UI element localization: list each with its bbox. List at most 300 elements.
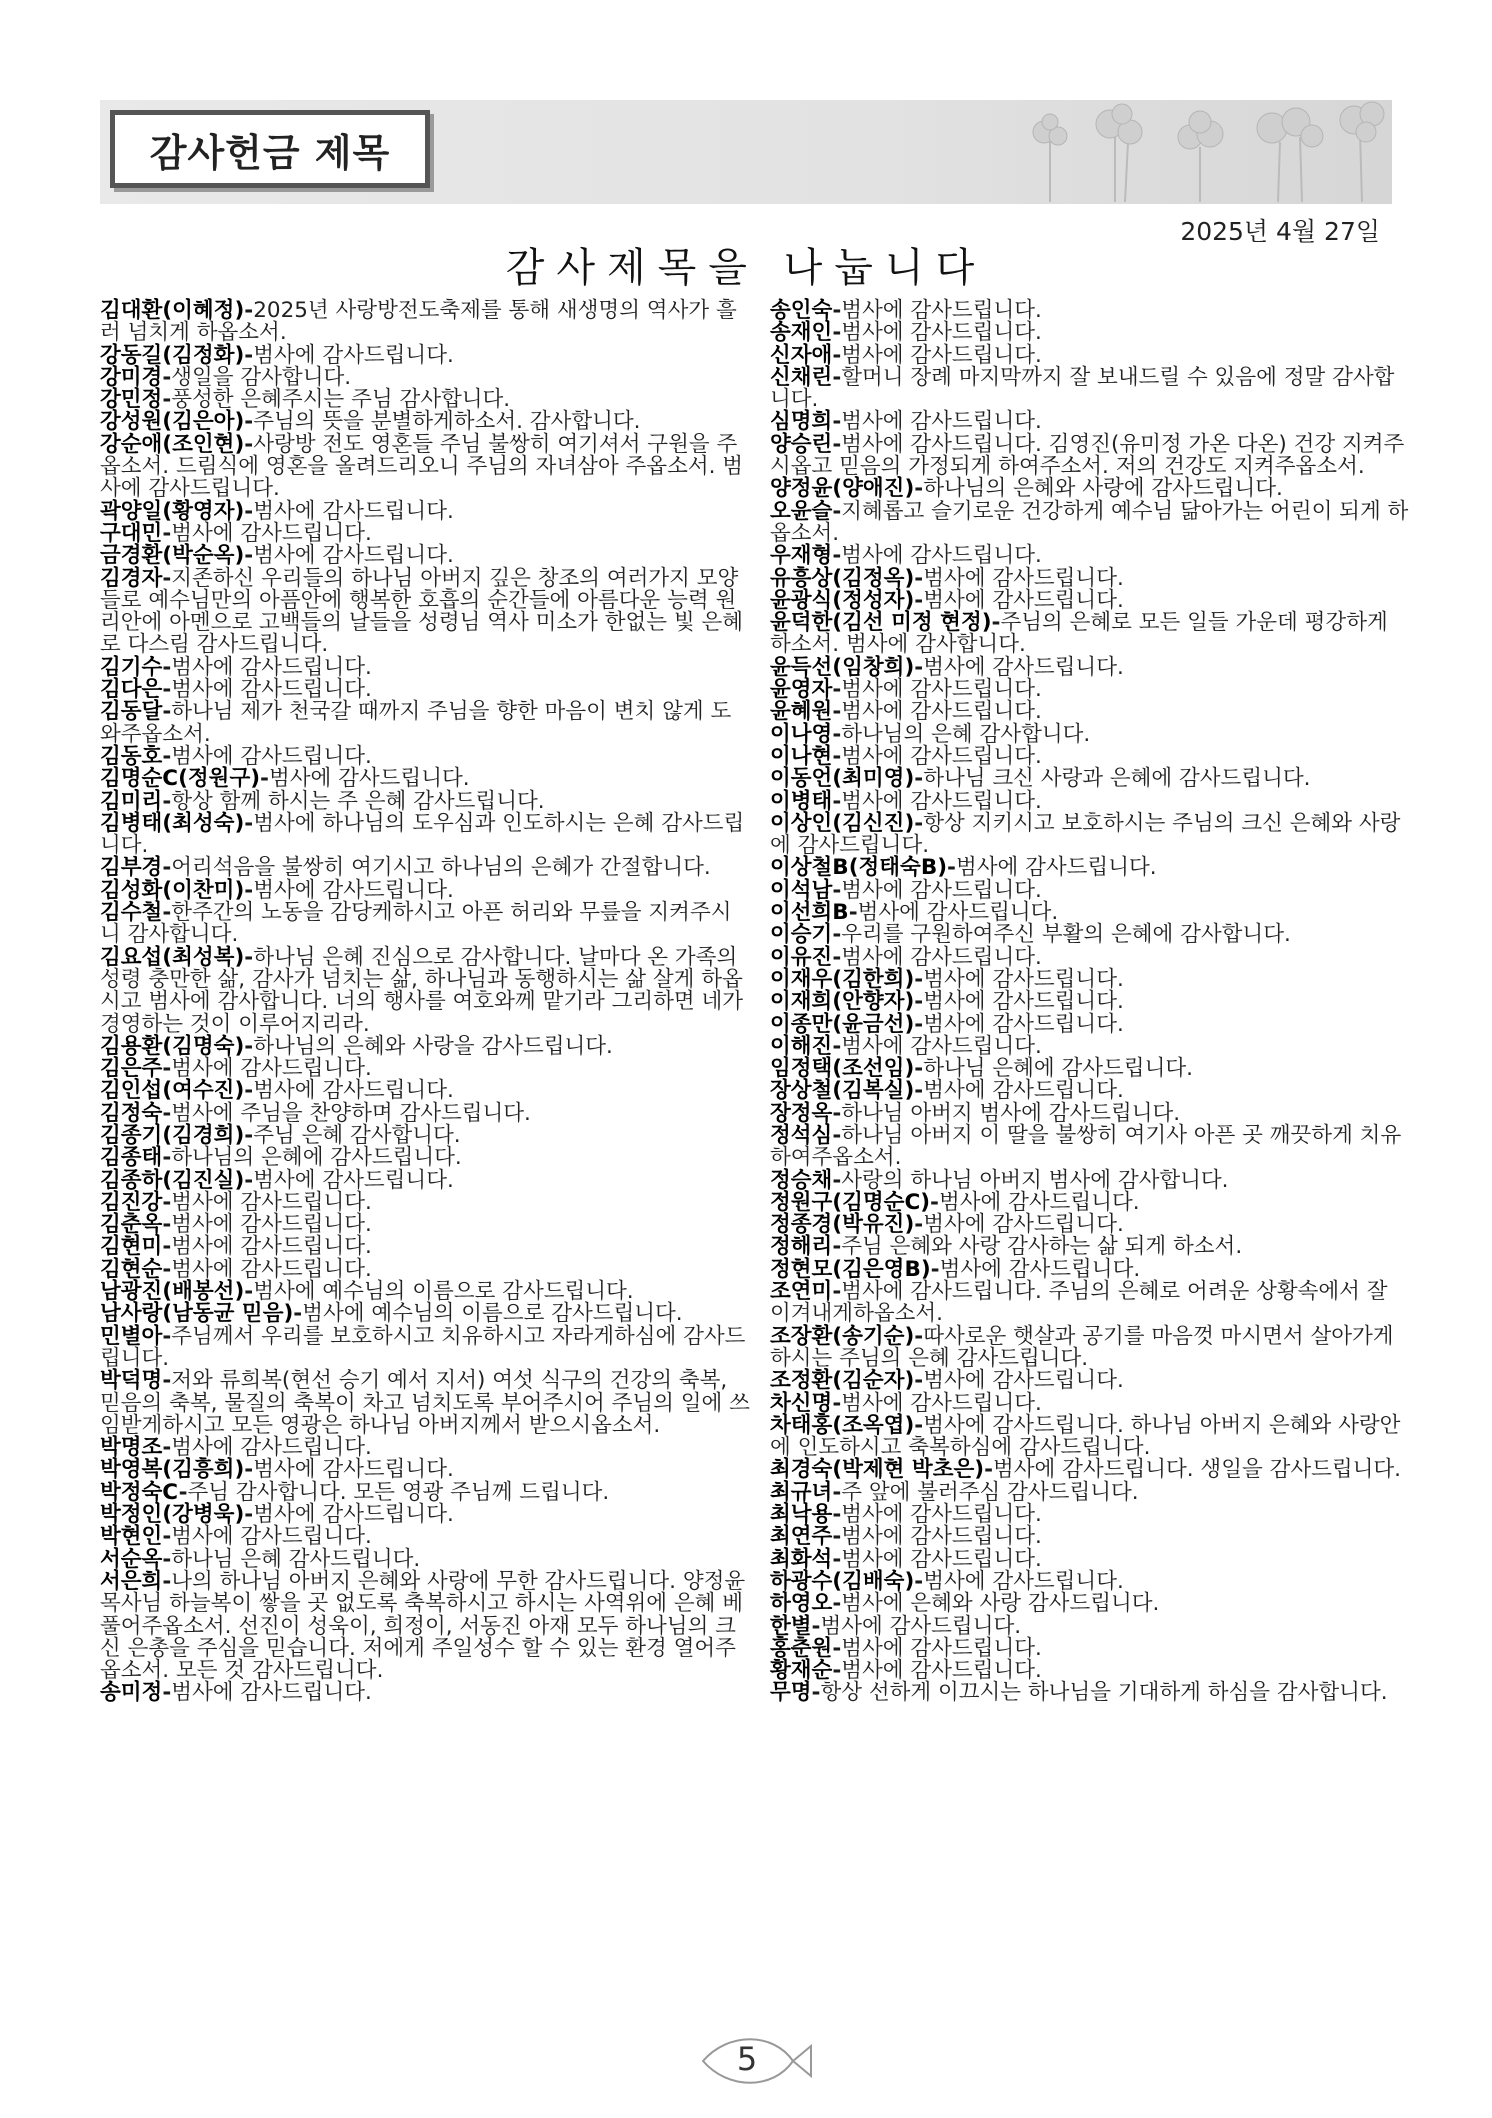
entry-name: 김기수 bbox=[100, 654, 163, 680]
entry-text: 범사에 감사드립니다. 김영진(유미정 가온 다온) 건강 지켜주시옵고 믿음의 가정되게 하여주소서. 저의 건강도 지켜주옵소서. bbox=[770, 431, 1405, 480]
entry-text: 범사에 감사드립니다. bbox=[841, 1524, 1042, 1550]
entry-text: 범사에 감사드립니다. bbox=[955, 855, 1157, 881]
entry-separator: - bbox=[832, 342, 842, 368]
thanks-entry bbox=[100, 520, 750, 546]
entry-separator: - bbox=[914, 1323, 924, 1349]
entry-name: 이유진 bbox=[770, 944, 833, 970]
thanks-entry bbox=[770, 721, 1410, 747]
thanks-entry bbox=[770, 701, 1410, 723]
entry-text: 지존하신 우리들의 하나님 아버지 깊은 창조의 여러가지 모양들로 예수님만의 아픔안에 행복한 호흡의 순간들에 아름다운 능력 원리안에 아멘으로 고백들의 날들을 성령님 역사 미소가 한없는 빛 은혜로 다스림 감사드립니다. bbox=[100, 565, 744, 658]
entry-text: 하나님의 은혜와 사랑에 감사드립니다. bbox=[923, 476, 1283, 502]
entry-separator: - bbox=[914, 1368, 924, 1394]
thanks-entry bbox=[770, 924, 1410, 946]
entry-text: 하나님의 은혜 감사합니다. bbox=[841, 721, 1091, 747]
entry-separator: - bbox=[914, 587, 924, 613]
entry-separator: - bbox=[914, 1568, 924, 1594]
entry-text: 범사에 감사드립니다. bbox=[841, 944, 1042, 970]
entry-name: 조정환(김순자) bbox=[770, 1368, 915, 1394]
entry-name: 차태홍(조옥엽) bbox=[770, 1412, 915, 1438]
entry-name: 최경숙(박제현 박초은) bbox=[770, 1457, 985, 1483]
entry-separator: - bbox=[162, 1234, 172, 1260]
entry-name: 박정인(강병욱) bbox=[100, 1502, 245, 1528]
entry-name: 차신명 bbox=[770, 1390, 833, 1416]
thanks-entry bbox=[100, 565, 750, 658]
thanks-entry bbox=[100, 1682, 750, 1704]
thanks-entry bbox=[100, 679, 750, 701]
entry-text: 범사에 예수님의 이름으로 감사드립니다. bbox=[302, 1301, 683, 1327]
entry-text: 범사에 감사드립니다. bbox=[923, 989, 1124, 1015]
entry-separator: - bbox=[244, 543, 254, 569]
thanks-entry bbox=[770, 1593, 1410, 1615]
entry-separator: - bbox=[832, 364, 842, 390]
thanks-entry bbox=[100, 1479, 750, 1505]
entry-text: 지혜롭고 슬기로운 건강하게 예수님 닮아가는 어린이 되게 하옵소서. bbox=[770, 498, 1409, 546]
entry-text: 주님께서 우리를 보호하시고 치유하시고 자라게하심에 감사드립니다. bbox=[100, 1323, 746, 1371]
entry-separator: - bbox=[947, 855, 956, 881]
entry-name: 김성화(이찬미) bbox=[100, 877, 245, 903]
thanks-entry bbox=[100, 1546, 750, 1572]
entry-separator: - bbox=[832, 922, 842, 948]
entry-text: 범사에 감사드립니다. bbox=[171, 520, 372, 546]
thanks-entry bbox=[770, 1526, 1410, 1548]
entry-name: 최낙용 bbox=[770, 1502, 833, 1528]
entry-separator: - bbox=[244, 1502, 254, 1528]
entry-text: 범사에 감사드립니다. bbox=[253, 1502, 454, 1528]
entry-separator: - bbox=[832, 944, 842, 970]
entry-name: 이석남 bbox=[770, 877, 833, 903]
entry-separator: - bbox=[162, 1189, 172, 1215]
entry-name: 양승린 bbox=[770, 431, 833, 457]
entry-text: 하나님 아버지 범사에 감사드립니다. bbox=[841, 1100, 1181, 1126]
entry-separator: - bbox=[914, 654, 924, 680]
entry-text: 항상 선하게 이끄시는 하나님을 기대하게 하심을 감사합니다. bbox=[820, 1680, 1388, 1706]
entry-text: 사랑의 하나님 아버지 범사에 감사합니다. bbox=[841, 1167, 1229, 1193]
entry-text: 하나님의 은혜와 사랑을 감사드립니다. bbox=[253, 1033, 613, 1059]
entry-separator: - bbox=[914, 565, 924, 591]
entry-separator: - bbox=[914, 1412, 924, 1438]
entry-text: 범사에 감사드립니다. bbox=[253, 543, 454, 569]
entry-separator: - bbox=[832, 721, 842, 747]
thanks-entry bbox=[100, 1147, 750, 1169]
entry-text: 따사로운 햇살과 공기를 마음껏 마시면서 살아가게 하시는 주님의 은혜 감사드립니다. bbox=[770, 1323, 1394, 1371]
entry-name: 조연미 bbox=[770, 1279, 833, 1305]
entry-text: 범사에 감사드립니다. bbox=[171, 1524, 372, 1550]
entry-text: 범사에 감사드립니다. bbox=[171, 1056, 372, 1082]
entry-text: 범사에 감사드립니다. bbox=[171, 1435, 372, 1461]
entry-name: 김인섭(여수진) bbox=[100, 1078, 245, 1104]
thanks-entry bbox=[100, 1236, 750, 1258]
thanks-entry bbox=[100, 810, 750, 859]
thanks-entry bbox=[100, 300, 750, 345]
entry-separator: - bbox=[244, 298, 254, 323]
entry-name: 이나영 bbox=[770, 721, 833, 747]
entry-separator: - bbox=[244, 498, 254, 524]
entry-text: 범사에 감사드립니다. bbox=[841, 342, 1042, 368]
entry-text: 범사에 감사드립니다. bbox=[171, 1212, 372, 1238]
entry-name: 이상철B(정태숙B) bbox=[770, 855, 948, 881]
entry-separator: - bbox=[914, 1078, 924, 1104]
thanks-entry bbox=[770, 431, 1410, 480]
entry-text: 항상 함께 하시는 주 은혜 감사드립니다. bbox=[171, 788, 545, 814]
thanks-entry bbox=[770, 743, 1410, 769]
entry-name: 김부경 bbox=[100, 855, 163, 881]
entry-name: 조장환(송기순) bbox=[770, 1323, 915, 1349]
entry-name: 김종태 bbox=[100, 1145, 163, 1171]
entry-text: 범사에 감사드립니다. bbox=[841, 699, 1042, 725]
entry-separator: - bbox=[914, 766, 924, 792]
entry-name: 박정숙C bbox=[100, 1479, 179, 1505]
thanks-entry bbox=[770, 300, 1410, 322]
entry-text: 주님의 은혜로 모든 일들 가운데 평강하게 하소서. 범사에 감사합니다. bbox=[770, 610, 1388, 658]
thanks-entry bbox=[100, 1033, 750, 1059]
entry-name: 김다은 bbox=[100, 677, 163, 703]
entry-separator: - bbox=[162, 1680, 172, 1706]
entry-text: 범사에 감사드립니다. bbox=[923, 966, 1124, 992]
entry-separator: - bbox=[832, 1100, 842, 1126]
entry-text: 생일을 감사합니다. bbox=[171, 364, 352, 390]
entry-separator: - bbox=[162, 1368, 172, 1394]
entry-name: 하영오 bbox=[770, 1591, 833, 1617]
entry-separator: - bbox=[984, 1457, 993, 1483]
entry-name: 남광진(배봉선) bbox=[100, 1279, 245, 1305]
entry-text: 하나님 은혜 감사드립니다. bbox=[171, 1546, 421, 1572]
thanks-entry bbox=[100, 1122, 750, 1148]
thanks-entry bbox=[100, 1303, 750, 1325]
entry-name: 김진강 bbox=[100, 1189, 163, 1215]
entry-text: 범사에 감사드립니다. bbox=[841, 1033, 1042, 1059]
entry-separator: - bbox=[162, 565, 172, 591]
entry-text: 주님 은혜와 사랑 감사하는 삶 되게 하소서. bbox=[841, 1234, 1243, 1260]
entry-name: 이재우(김한희) bbox=[770, 966, 915, 992]
thanks-entry bbox=[770, 944, 1410, 970]
entry-name: 박명조 bbox=[100, 1435, 163, 1461]
thanks-entry bbox=[100, 857, 750, 879]
entry-text: 범사에 감사드립니다. bbox=[253, 498, 454, 524]
entry-name: 강민정 bbox=[100, 387, 163, 413]
thanks-entry bbox=[770, 545, 1410, 567]
entry-separator: - bbox=[178, 1479, 188, 1505]
thanks-entry bbox=[770, 1189, 1410, 1215]
entry-name: 신자애 bbox=[770, 342, 833, 368]
entry-name: 김경자 bbox=[100, 565, 163, 591]
thanks-entry bbox=[770, 1412, 1410, 1461]
entry-name: 황재순 bbox=[770, 1658, 833, 1684]
entry-separator: - bbox=[293, 1301, 303, 1327]
entry-text: 범사에 감사드립니다. bbox=[938, 1189, 1140, 1215]
entry-separator: - bbox=[162, 699, 172, 725]
entry-text: 범사에 감사드립니다. bbox=[253, 1167, 454, 1193]
thanks-entry bbox=[100, 342, 750, 368]
thanks-entry bbox=[100, 1256, 750, 1282]
entry-text: 범사에 감사드립니다. bbox=[171, 1189, 372, 1215]
thanks-entry bbox=[100, 877, 750, 903]
entry-separator: - bbox=[832, 498, 842, 524]
entry-name: 정원구(김명순C) bbox=[770, 1189, 931, 1215]
entry-text: 범사에 감사드립니다. bbox=[171, 677, 372, 703]
entry-separator: - bbox=[811, 1613, 821, 1639]
entry-name: 서순옥 bbox=[100, 1546, 163, 1572]
entry-text: 범사에 감사드립니다. 하나님 아버지 은혜와 사랑안에 인도하시고 축복하심에 감사드립니다. bbox=[770, 1412, 1401, 1461]
entry-name: 박덕명 bbox=[100, 1368, 163, 1394]
section-heading: 감사제목을 나눕니다 bbox=[505, 245, 987, 291]
thanks-entry bbox=[770, 1370, 1410, 1392]
thanks-entry bbox=[770, 587, 1410, 613]
entry-text: 범사에 감사드립니다. 주님의 은혜로 어려운 상황속에서 잘 이겨내게하옵소서. bbox=[770, 1279, 1388, 1327]
entry-text: 범사에 감사드립니다. bbox=[923, 565, 1124, 591]
thanks-entry bbox=[770, 565, 1410, 591]
entry-text: 어리석음을 불쌍히 여기시고 하나님의 은혜가 간절합니다. bbox=[171, 855, 711, 881]
thanks-entry bbox=[100, 743, 750, 769]
entry-name: 김요섭(최성복) bbox=[100, 944, 245, 970]
entry-name: 김병태(최성숙) bbox=[100, 810, 245, 836]
entry-text: 범사에 감사드립니다. bbox=[253, 877, 454, 903]
entry-separator: - bbox=[832, 877, 842, 903]
entry-name: 송재인 bbox=[770, 320, 833, 346]
entry-name: 정해리 bbox=[770, 1234, 833, 1260]
thanks-entry bbox=[770, 342, 1410, 368]
entry-separator: - bbox=[162, 1056, 172, 1082]
entry-name: 김은주 bbox=[100, 1056, 163, 1082]
thanks-entry bbox=[770, 679, 1410, 701]
entry-text: 범사에 감사드립니다. bbox=[857, 900, 1059, 926]
entry-name: 김종기(김경희) bbox=[100, 1122, 245, 1148]
thanks-entry bbox=[100, 1167, 750, 1193]
thanks-entry bbox=[770, 1635, 1410, 1661]
thanks-entry bbox=[100, 498, 750, 524]
thanks-entry bbox=[770, 1122, 1410, 1171]
entry-name: 이종만(윤금선) bbox=[770, 1011, 915, 1037]
entry-name: 우재형 bbox=[770, 543, 833, 569]
entry-separator: - bbox=[162, 677, 172, 703]
entry-separator: - bbox=[162, 387, 172, 413]
thanks-entry bbox=[100, 701, 750, 746]
entry-separator: - bbox=[832, 677, 842, 703]
thanks-entry bbox=[100, 1459, 750, 1481]
entry-separator: - bbox=[811, 1680, 821, 1706]
entry-separator: - bbox=[832, 788, 842, 814]
entry-name: 박영복(김흥희) bbox=[100, 1457, 245, 1483]
entry-separator: - bbox=[162, 743, 172, 769]
entry-separator: - bbox=[991, 610, 1001, 636]
entry-separator: - bbox=[244, 810, 254, 836]
entry-name: 김수철 bbox=[100, 900, 163, 926]
entry-separator: - bbox=[832, 1635, 842, 1661]
entry-text: 우리를 구원하여주신 부활의 은혜에 감사합니다. bbox=[841, 922, 1291, 948]
entry-separator: - bbox=[162, 1323, 172, 1349]
entry-separator: - bbox=[244, 1279, 254, 1305]
entry-text: 범사에 감사드립니다. bbox=[841, 1658, 1042, 1684]
entry-separator: - bbox=[162, 1100, 172, 1126]
entry-separator: - bbox=[162, 1546, 172, 1572]
entry-name: 정승채 bbox=[770, 1167, 833, 1193]
entry-name: 정현모(김은영B) bbox=[770, 1256, 931, 1282]
entry-name: 신채린 bbox=[770, 364, 833, 390]
thanks-entry bbox=[770, 498, 1410, 546]
entry-name: 강동길(김정화) bbox=[100, 342, 245, 368]
entry-separator: - bbox=[832, 431, 842, 457]
thanks-entry bbox=[770, 1256, 1410, 1282]
entry-separator: - bbox=[832, 1390, 842, 1416]
entry-name: 김대환(이혜정) bbox=[100, 298, 245, 323]
thanks-entry bbox=[770, 1459, 1410, 1481]
thanks-entry bbox=[770, 1033, 1410, 1059]
entry-separator: - bbox=[832, 1658, 842, 1684]
thanks-entry bbox=[770, 1011, 1410, 1037]
entry-separator: - bbox=[914, 966, 924, 992]
entry-name: 이승기 bbox=[770, 922, 833, 948]
entry-text: 범사에 감사드립니다. bbox=[923, 1212, 1124, 1238]
entry-separator: - bbox=[260, 766, 269, 792]
entry-text: 사랑방 전도 영혼들 주님 불쌍히 여기셔서 구원을 주옵소서. 드림식에 영혼을 올려드리오니 주님의 자녀삼아 주옵소서. 범사에 감사드립니다. bbox=[100, 431, 744, 502]
entry-separator: - bbox=[162, 855, 172, 881]
entry-name: 윤영자 bbox=[770, 677, 833, 703]
thanks-entry bbox=[770, 966, 1410, 992]
entry-text: 범사에 감사드립니다. bbox=[841, 1390, 1042, 1416]
entry-name: 김용환(김명숙) bbox=[100, 1033, 245, 1059]
entry-text: 범사에 감사드립니다. bbox=[923, 654, 1124, 680]
entry-name: 임정택(조선임) bbox=[770, 1056, 915, 1082]
entry-separator: - bbox=[162, 1435, 172, 1461]
thanks-entry bbox=[770, 478, 1410, 500]
thanks-entry bbox=[770, 1568, 1410, 1594]
thanks-entry bbox=[100, 1100, 750, 1126]
thanks-entry bbox=[770, 322, 1410, 344]
thanks-entry bbox=[100, 1189, 750, 1215]
entry-text: 범사에 감사드립니다. bbox=[171, 1680, 372, 1706]
entry-name: 심명희 bbox=[770, 409, 833, 435]
entry-text: 범사에 감사드립니다. bbox=[923, 1011, 1124, 1037]
entry-name: 무명 bbox=[770, 1680, 812, 1706]
entry-text: 범사에 감사드립니다. bbox=[171, 743, 372, 769]
thanks-entry bbox=[770, 1390, 1410, 1416]
thanks-entry bbox=[770, 1682, 1410, 1704]
entry-name: 최화석 bbox=[770, 1546, 833, 1572]
entry-separator: - bbox=[832, 1502, 842, 1528]
entry-text: 범사에 감사드립니다. bbox=[841, 298, 1042, 323]
entry-name: 장상철(김복실) bbox=[770, 1078, 915, 1104]
entry-text: 하나님의 은혜에 감사드립니다. bbox=[171, 1145, 462, 1171]
entry-name: 김미리 bbox=[100, 788, 163, 814]
entry-separator: - bbox=[930, 1189, 939, 1215]
entry-text: 범사에 감사드립니다. bbox=[841, 320, 1042, 346]
thanks-entry bbox=[770, 788, 1410, 814]
entry-separator: - bbox=[832, 743, 842, 769]
thanks-entry bbox=[100, 431, 750, 502]
entry-separator: - bbox=[832, 409, 842, 435]
entry-name: 김종하(김진실) bbox=[100, 1167, 245, 1193]
entry-name: 하광수(김배숙) bbox=[770, 1568, 915, 1594]
thanks-entry bbox=[100, 1323, 750, 1371]
entry-name: 윤혜원 bbox=[770, 699, 833, 725]
entry-name: 송미정 bbox=[100, 1680, 163, 1706]
right-column bbox=[770, 300, 1410, 1705]
entry-text: 범사에 은혜와 사랑 감사드립니다. bbox=[841, 1591, 1160, 1617]
entry-name: 구대민 bbox=[100, 520, 163, 546]
entry-separator: - bbox=[244, 342, 254, 368]
entry-text: 범사에 감사드립니다. bbox=[841, 1635, 1042, 1661]
entry-separator: - bbox=[244, 1122, 254, 1148]
entry-text: 나의 하나님 아버지 은혜와 사랑에 무한 감사드립니다. 양정윤목사님 하늘복이 쌓을 곳 없도록 축복하시고 하시는 사역위에 은혜 베풀어주옵소서. 선진이 성욱이, 희정이, 서동진 아재 모두 하나님의 크신 은총을 주심을 믿습니다. 저에게 주일성수 할 수 있는 환경 열어주옵소서. 모든 것 감사드립니다. bbox=[100, 1568, 746, 1684]
entry-separator: - bbox=[832, 699, 842, 725]
thanks-entry bbox=[770, 877, 1410, 903]
thanks-entry bbox=[770, 1281, 1410, 1326]
entry-name: 한별 bbox=[770, 1613, 812, 1639]
entry-name: 금경환(박순옥) bbox=[100, 543, 245, 569]
entry-separator: - bbox=[244, 877, 254, 903]
thanks-entry bbox=[770, 1100, 1410, 1126]
entry-text: 저와 류희복(현선 승기 예서 지서) 여섯 식구의 건강의 축복, 믿음의 축복, 물질의 축복이 차고 넘치도록 부어주시어 주님의 일에 쓰임받게하시고 모든 영광은 하나님 아버지께서 받으시옵소서. bbox=[100, 1368, 750, 1438]
entry-text: 할머니 장례 마지막까지 잘 보내드릴 수 있음에 정말 감사합니다. bbox=[770, 364, 1395, 413]
entry-text: 하나님 크신 사랑과 은혜에 감사드립니다. bbox=[923, 766, 1311, 792]
thanks-entry bbox=[770, 857, 1410, 879]
entry-separator: - bbox=[832, 298, 842, 323]
thanks-entry bbox=[100, 1281, 750, 1303]
entry-text: 2025년 사랑방전도축제를 통해 새생명의 역사가 흘러 넘치게 하옵소서. bbox=[100, 298, 737, 346]
entry-separator: - bbox=[162, 1568, 172, 1594]
entry-text: 하나님 은혜에 감사드립니다. bbox=[923, 1056, 1193, 1082]
thanks-entry bbox=[770, 1479, 1410, 1505]
entry-name: 오윤슬 bbox=[770, 498, 833, 524]
thanks-entry bbox=[770, 991, 1410, 1013]
entry-name: 강미경 bbox=[100, 364, 163, 390]
thanks-entry bbox=[770, 364, 1410, 413]
entry-name: 홍춘원 bbox=[770, 1635, 833, 1661]
entry-separator: - bbox=[832, 1033, 842, 1059]
entry-separator: - bbox=[832, 320, 842, 346]
entry-name: 민별아 bbox=[100, 1323, 163, 1349]
entry-separator: - bbox=[832, 543, 842, 569]
issue-date: 2025년 4월 27일 bbox=[1180, 217, 1380, 246]
entry-name: 송인숙 bbox=[770, 298, 833, 323]
entry-name: 김현순 bbox=[100, 1256, 163, 1282]
entry-name: 이나현 bbox=[770, 743, 833, 769]
entry-name: 김명순C(정원구) bbox=[100, 766, 261, 792]
thanks-entry bbox=[770, 810, 1410, 859]
entry-text: 주님 감사합니다. 모든 영광 주님께 드립니다. bbox=[187, 1479, 610, 1505]
page-title: 감사헌금 제목 bbox=[110, 110, 430, 188]
entry-name: 김춘옥 bbox=[100, 1212, 163, 1238]
entry-text: 범사에 감사드립니다. bbox=[923, 1368, 1124, 1394]
entry-separator: - bbox=[244, 1033, 254, 1059]
entry-text: 주님 은혜 감사합니다. bbox=[253, 1122, 461, 1148]
entry-separator: - bbox=[914, 1011, 924, 1037]
thanks-entry bbox=[770, 1546, 1410, 1572]
entry-name: 이병태 bbox=[770, 788, 833, 814]
entry-separator: - bbox=[914, 989, 924, 1015]
entry-text: 범사에 감사드립니다. bbox=[268, 766, 470, 792]
entry-text: 범사에 하나님의 도우심과 인도하시는 은혜 감사드립니다. bbox=[100, 810, 745, 859]
entry-separator: - bbox=[914, 810, 924, 836]
entry-text: 범사에 감사드립니다. 생일을 감사드립니다. bbox=[993, 1457, 1402, 1483]
thanks-entry bbox=[100, 411, 750, 433]
entry-name: 정종경(박유진) bbox=[770, 1212, 915, 1238]
thanks-entry bbox=[100, 1526, 750, 1548]
thanks-entry bbox=[100, 1080, 750, 1102]
entry-name: 장정옥 bbox=[770, 1100, 833, 1126]
thanks-entry bbox=[100, 768, 750, 790]
entry-separator: - bbox=[832, 1234, 842, 1260]
entry-name: 이선희B bbox=[770, 900, 849, 926]
entry-name: 이상인(김신진) bbox=[770, 810, 915, 836]
thanks-entry bbox=[770, 612, 1410, 657]
entry-separator: - bbox=[162, 788, 172, 814]
entry-text: 범사에 예수님의 이름으로 감사드립니다. bbox=[253, 1279, 634, 1305]
entry-separator: - bbox=[930, 1256, 940, 1282]
entry-separator: - bbox=[244, 944, 254, 970]
entry-text: 범사에 감사드립니다. bbox=[820, 1613, 1022, 1639]
entry-text: 범사에 감사드립니다. bbox=[841, 409, 1042, 435]
entry-separator: - bbox=[848, 900, 858, 926]
